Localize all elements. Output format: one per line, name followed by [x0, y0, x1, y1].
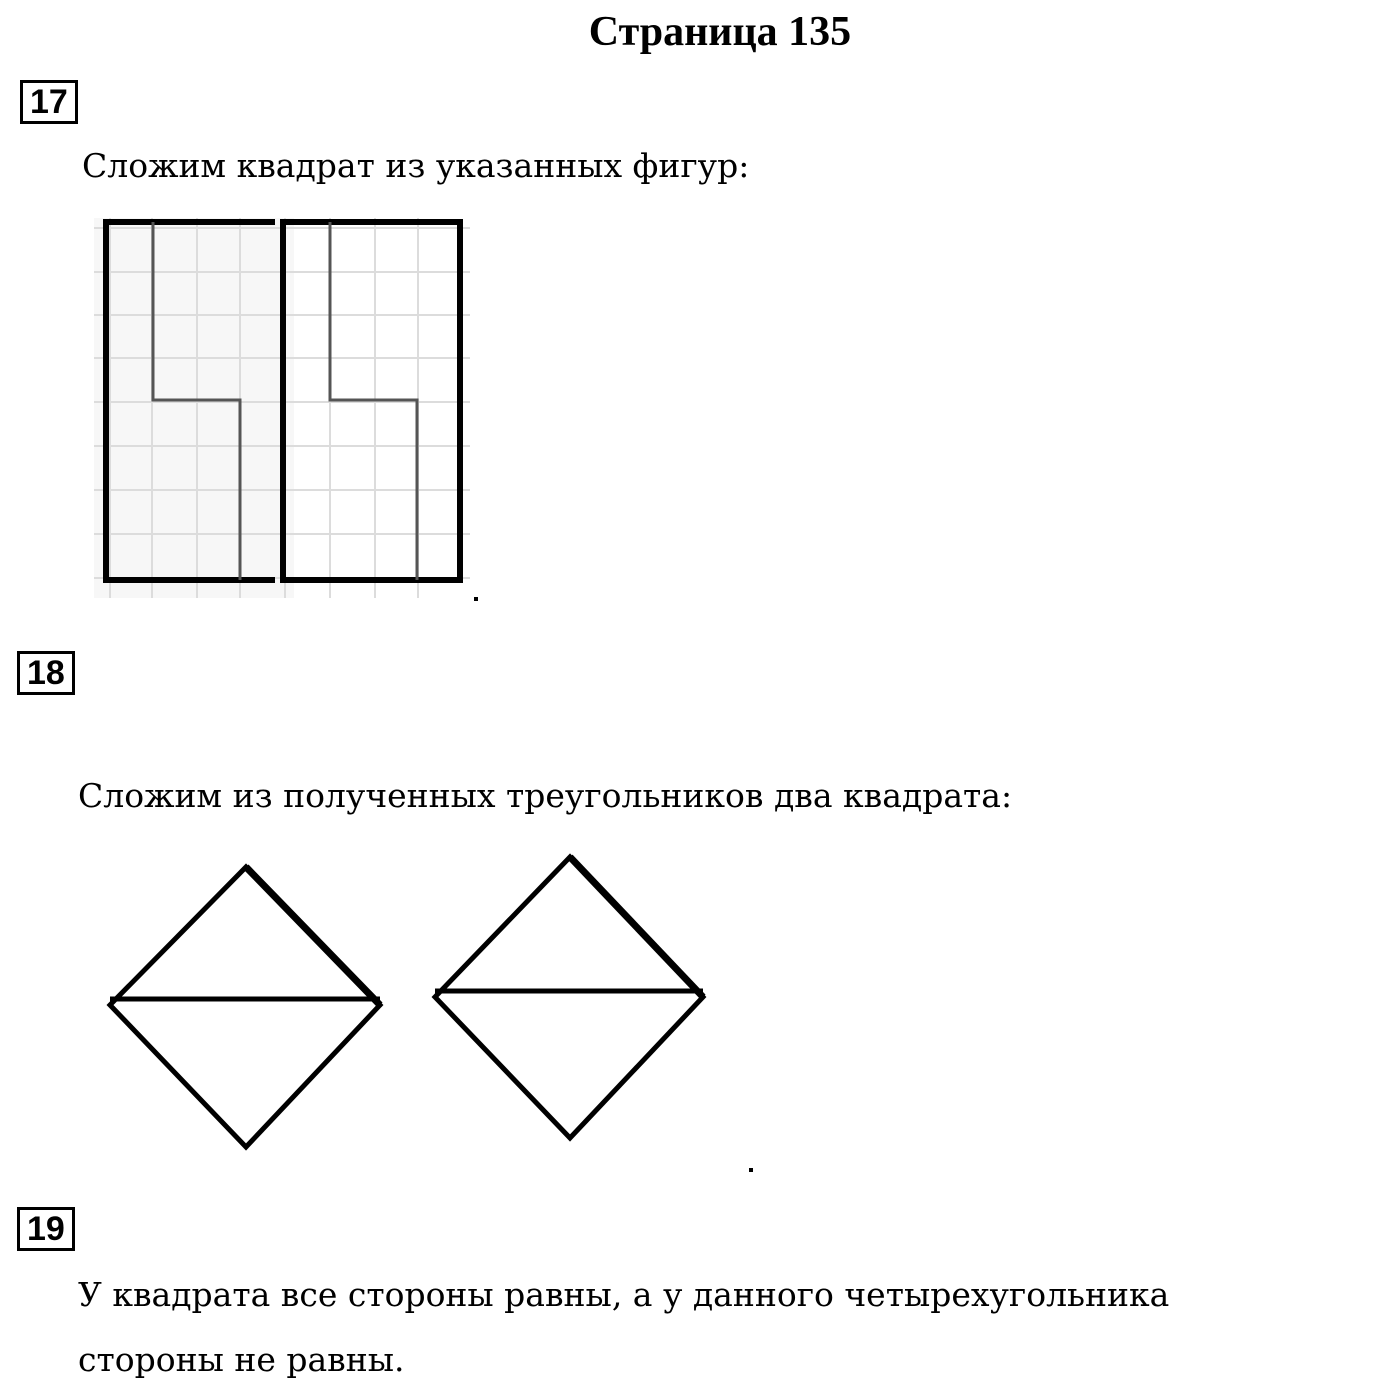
task-19-text-line-2: стороны не равны. — [78, 1340, 405, 1379]
stray-dot-2 — [749, 1168, 753, 1172]
task-number-18: 18 — [17, 651, 75, 695]
right-cut-line — [330, 222, 417, 580]
task-19-text-line-1: У квадрата все стороны равны, а у данного четырехугольника — [78, 1275, 1170, 1314]
page-title: Страница 135 — [588, 9, 852, 55]
task-17-figure — [90, 210, 480, 605]
right-diamond — [435, 857, 703, 1138]
left-diamond — [110, 867, 380, 1147]
task-18-figure — [100, 845, 720, 1155]
task-17-text: Сложим квадрат из указанных фигур: — [82, 146, 750, 185]
task-number-19: 19 — [17, 1207, 75, 1251]
stray-dot — [474, 597, 478, 601]
task-18-text: Сложим из полученных треугольников два квадрата: — [78, 776, 1013, 815]
task-number-17: 17 — [20, 80, 78, 124]
